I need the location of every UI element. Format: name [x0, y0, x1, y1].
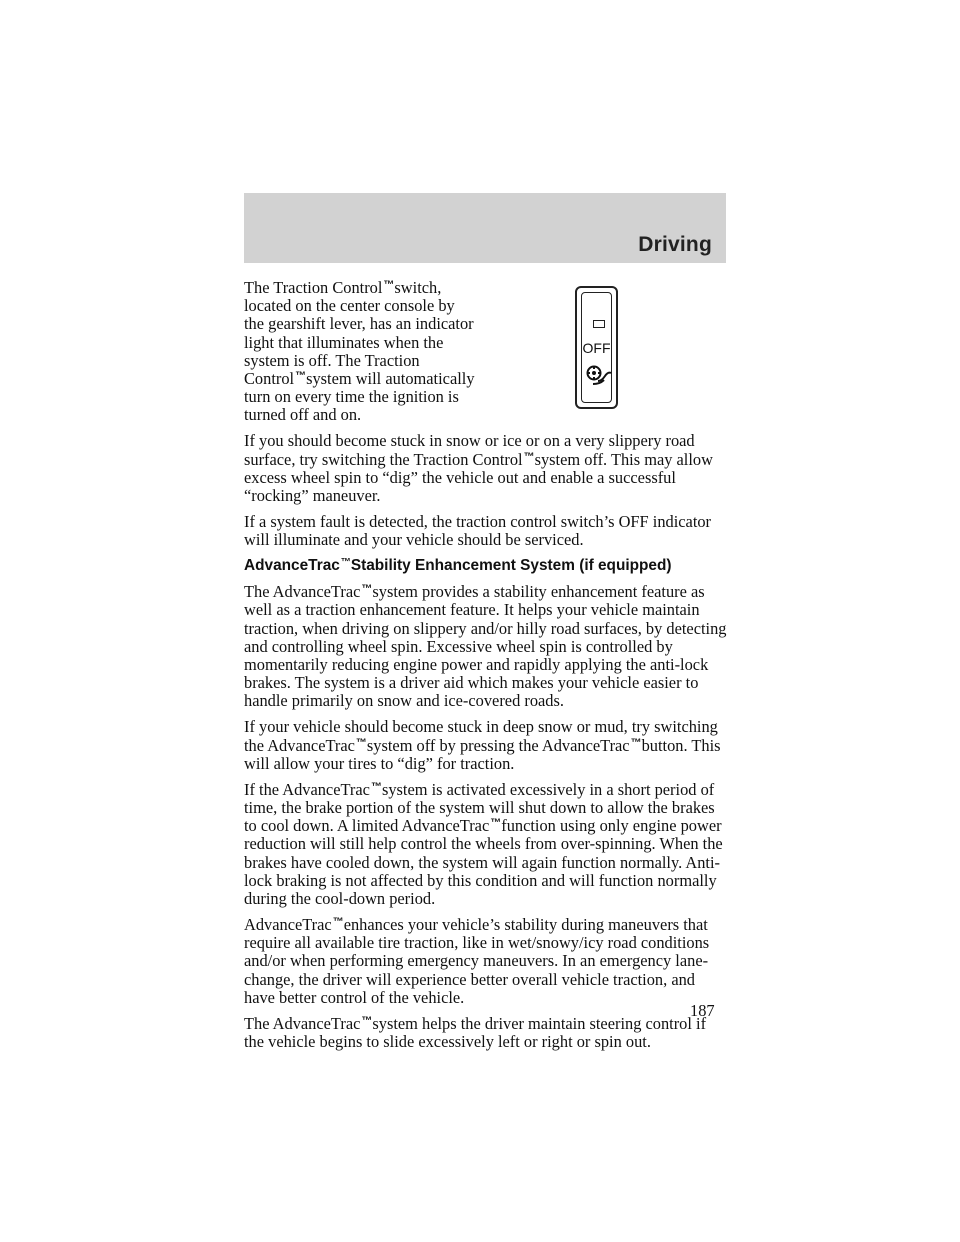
advancetrac-paragraph-5: The AdvanceTrac™system helps the driver maintain steering control if the vehicle begins to slide excessively left or right or spin out.: [244, 1013, 707, 1052]
off-label: OFF: [582, 340, 611, 356]
trademark-symbol: ™: [370, 780, 382, 793]
trademark-symbol: ™: [630, 736, 642, 749]
intro-paragraph: The Traction Control™switch, located on the center console by the gearshift lever, has an indicator light that illuminates when the system is off. The Traction Control™system will automatically turn on every time the ignition is turned off and on.: [244, 278, 475, 425]
advancetrac-paragraph-3: If the AdvanceTrac™system is activated excessively in a short period of time, the brake portion of the system will shut down to allow the brakes to cool down. A limited AdvanceTrac™function using only engine power reduction will still help control the wheels from over-spinning. When the brakes have cooled down, the system will again function normally. Anti-lock braking is not affected by this condition and will function normally during the cool-down period.: [244, 779, 723, 909]
trademark-symbol: ™: [355, 736, 367, 749]
page-number: 187: [690, 1001, 715, 1020]
trademark-symbol: ™: [361, 1014, 373, 1027]
advancetrac-paragraph-2: If your vehicle should become stuck in deep snow or mud, try switching the AdvanceTrac™system off by pressing the AdvanceTrac™button. This will allow your tires to “dig” for traction.: [244, 717, 721, 773]
page-body: [244, 279, 728, 1059]
trademark-symbol: ™: [490, 817, 502, 830]
fault-paragraph: If a system fault is detected, the traction control switch’s OFF indicator will illuminate and your vehicle should be serviced.: [244, 512, 712, 550]
trademark-symbol: ™: [295, 370, 307, 383]
section-title: Driving: [638, 233, 712, 256]
section-header-band: [244, 193, 726, 263]
advancetrac-heading: AdvanceTrac™Stability Enhancement System (if equipped): [244, 557, 672, 575]
advancetrac-paragraph-1: The AdvanceTrac™system provides a stability enhancement feature as well as a traction enhancement feature. It helps your vehicle maintain traction, when driving on slippery and/or hilly road surfaces, by detecting and controlling wheel spin. Excessive wheel spin is controlled by momentarily reducing engine power and rapidly applying the anti-lock brakes. The system is a driver aid which makes your vehicle easier to handle primarily on snow and ice-covered roads.: [244, 582, 727, 711]
trademark-symbol: ™: [340, 557, 351, 569]
stuck-paragraph: If you should become stuck in snow or ice or on a very slippery road surface, try switching the Traction Control™system off. This may allow excess wheel spin to “dig” the vehicle out and enable a successful “rocking” maneuver.: [244, 431, 713, 506]
trademark-symbol: ™: [523, 450, 535, 463]
advancetrac-paragraph-4: AdvanceTrac™enhances your vehicle’s stability during maneuvers that require all available tire traction, like in wet/snowy/icy road conditions and/or when performing emergency maneuvers. In an emergency lane-change, the driver will experience better overall vehicle traction, and have better control of the vehicle.: [244, 915, 710, 1007]
trademark-symbol: ™: [383, 279, 395, 291]
trademark-symbol: ™: [332, 916, 344, 929]
trademark-symbol: ™: [361, 583, 373, 596]
